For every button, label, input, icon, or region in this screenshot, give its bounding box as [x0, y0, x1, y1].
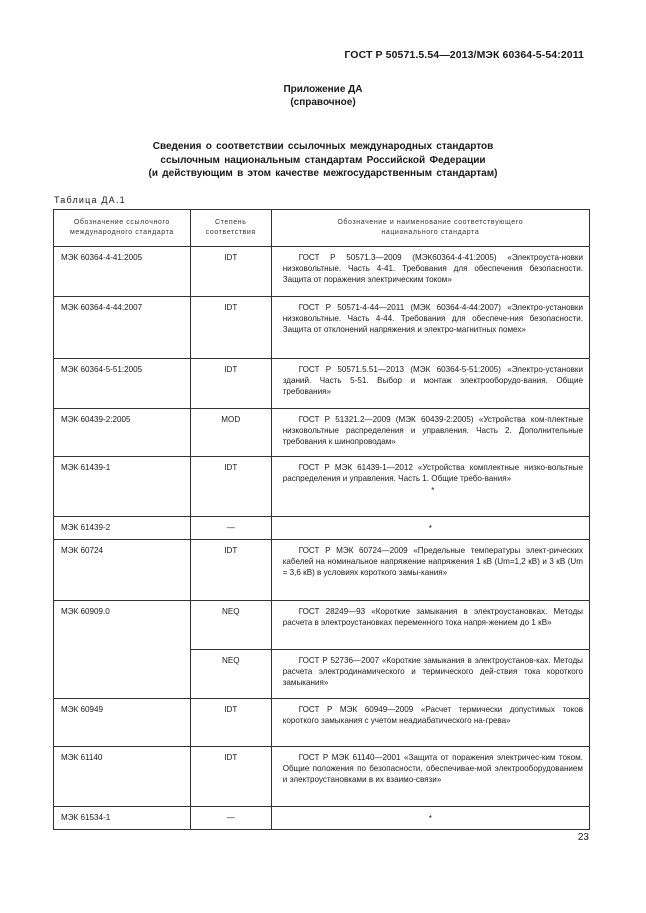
cell-degree: IDT: [190, 359, 271, 409]
column-header-international: Обозначение ссылочного международного стандарта: [54, 210, 191, 247]
table-row: [54, 297, 590, 359]
cell-degree: NEQ: [190, 601, 271, 650]
cell-national-standard: ГОСТ Р МЭК 60949—2009 «Расчет термически допустимых токов короткого замыкания с учетом неадиабатического на-грева»: [271, 699, 589, 747]
cell-degree: MOD: [190, 409, 271, 457]
page-number: 23: [577, 832, 589, 843]
cell-international-code: МЭК 61140: [54, 747, 191, 807]
cell-degree: IDT: [190, 699, 271, 747]
cell-national-standard: ГОСТ Р МЭК 60724—2009 «Предельные температуры элект-рических кабелей на номинальное напряжение напряжения 1 кВ (Um=1,2 кВ) и 3 кВ (Um = 3,6 кВ) в условиях короткого замы-кания»: [271, 540, 589, 601]
cell-national-standard: ГОСТ 28249—93 «Короткие замыкания в электроустановках. Методы расчета в электроустановках переменного тока напря-жением до 1 кВ»: [271, 601, 589, 650]
appendix-title: Приложение ДА: [283, 84, 363, 95]
cell-international-code: МЭК 60724: [54, 540, 191, 601]
footnote-marker: *: [428, 524, 432, 533]
cell-degree: IDT: [190, 540, 271, 601]
cell-degree: NEQ: [190, 650, 271, 699]
table-row: [54, 807, 590, 830]
cell-international-code: МЭК 60949: [54, 699, 191, 747]
section-heading: [0, 140, 646, 181]
cell-international-code: МЭК 60364-4-41:2005: [54, 247, 191, 297]
column-header-degree: Степень соответствия: [190, 210, 271, 247]
cell-degree: IDT: [190, 297, 271, 359]
table-row: [54, 247, 590, 297]
cell-international-code: МЭК 60909.0: [54, 601, 191, 699]
cell-national-standard: ГОСТ Р МЭК 61439-1—2012 «Устройства комплектные низко-вольтные распределения и управления. Часть 1. Общие требо-вания» *: [271, 457, 589, 517]
table-row: [54, 699, 590, 747]
standards-table: [53, 209, 590, 830]
table-row: [54, 457, 590, 517]
footnote-marker: *: [431, 486, 435, 495]
cell-international-code: МЭК 61439-2: [54, 517, 191, 540]
table-row: [54, 747, 590, 807]
cell-degree: IDT: [190, 457, 271, 517]
cell-international-code: МЭК 60364-5-51:2005: [54, 359, 191, 409]
cell-international-code: МЭК 60364-4-44:2007: [54, 297, 191, 359]
cell-national-standard: ГОСТ Р 52736—2007 «Короткие замыкания в электроустанов-ках. Методы расчета электродинамического и термического дей-ствия тока короткого замыкания»: [271, 650, 589, 699]
cell-degree: —: [190, 517, 271, 540]
cell-national-standard: ГОСТ Р 51321.2—2009 (МЭК 60439-2:2005) «Устройства ком-плектные низковольтные распределения и управления. Часть 2. Дополнительные требования к шинопроводам»: [271, 409, 589, 457]
heading-line-2: ссылочным национальным стандартам Российской Федерации: [160, 154, 486, 166]
heading-line-1: Сведения о соответствии ссылочных международных стандартов: [152, 141, 494, 152]
cell-national-standard: ГОСТ Р 50571.3—2009 (МЭК60364-4-41:2005) «Электроуста-новки низковольтные. Часть 4-41. Требования для обеспечения безопасности. Защита от поражения электрическим током»: [271, 247, 589, 297]
column-header-national: Обозначение и наименование соответствующего национального стандарта: [271, 210, 589, 247]
cell-international-code: МЭК 61534-1: [54, 807, 191, 830]
document-header: ГОСТ Р 50571.5.54—2013/МЭК 60364-5-54:2011: [344, 49, 584, 61]
cell-national-standard: ГОСТ Р 50571-4-44—2011 (МЭК 60364-4-44:2007) «Электро-установки низковольтные. Часть 4-44. Требования для обеспече-ния безопасности. Защита от отклонений напряжения и электро-магнитных помех»: [271, 297, 589, 359]
cell-degree: —: [190, 807, 271, 830]
cell-national-standard: ГОСТ Р 50571.5.51—2013 (МЭК 60364-5-51:2005) «Электро-установки зданий. Часть 5-51. Выбор и монтаж электрооборудо-вания. Общие требования»: [271, 359, 589, 409]
cell-national-standard: [271, 807, 589, 830]
footnote-marker: *: [428, 814, 432, 823]
table-row: [54, 517, 590, 540]
cell-national-standard: [271, 517, 589, 540]
table-label: Таблица ДА.1: [54, 195, 126, 205]
heading-line-3: (и действующим в этом качестве межгосударственным стандартам): [148, 168, 498, 179]
appendix-subtitle: (справочное): [290, 97, 356, 108]
table-header-row: [54, 210, 590, 247]
appendix-heading: [0, 83, 646, 109]
cell-degree: IDT: [190, 247, 271, 297]
table-row: [54, 540, 590, 601]
cell-international-code: МЭК 60439-2:2005: [54, 409, 191, 457]
cell-national-standard: ГОСТ Р МЭК 61140—2001 «Защита от поражения электричес-ким током. Общие положения по безопасности, обеспечивае-мой электрооборудованием и электроустановками в их взаимо-связи»: [271, 747, 589, 807]
cell-degree: IDT: [190, 747, 271, 807]
table-row: [54, 409, 590, 457]
table-row: [54, 359, 590, 409]
table-row: [54, 601, 590, 650]
cell-international-code: МЭК 61439-1: [54, 457, 191, 517]
